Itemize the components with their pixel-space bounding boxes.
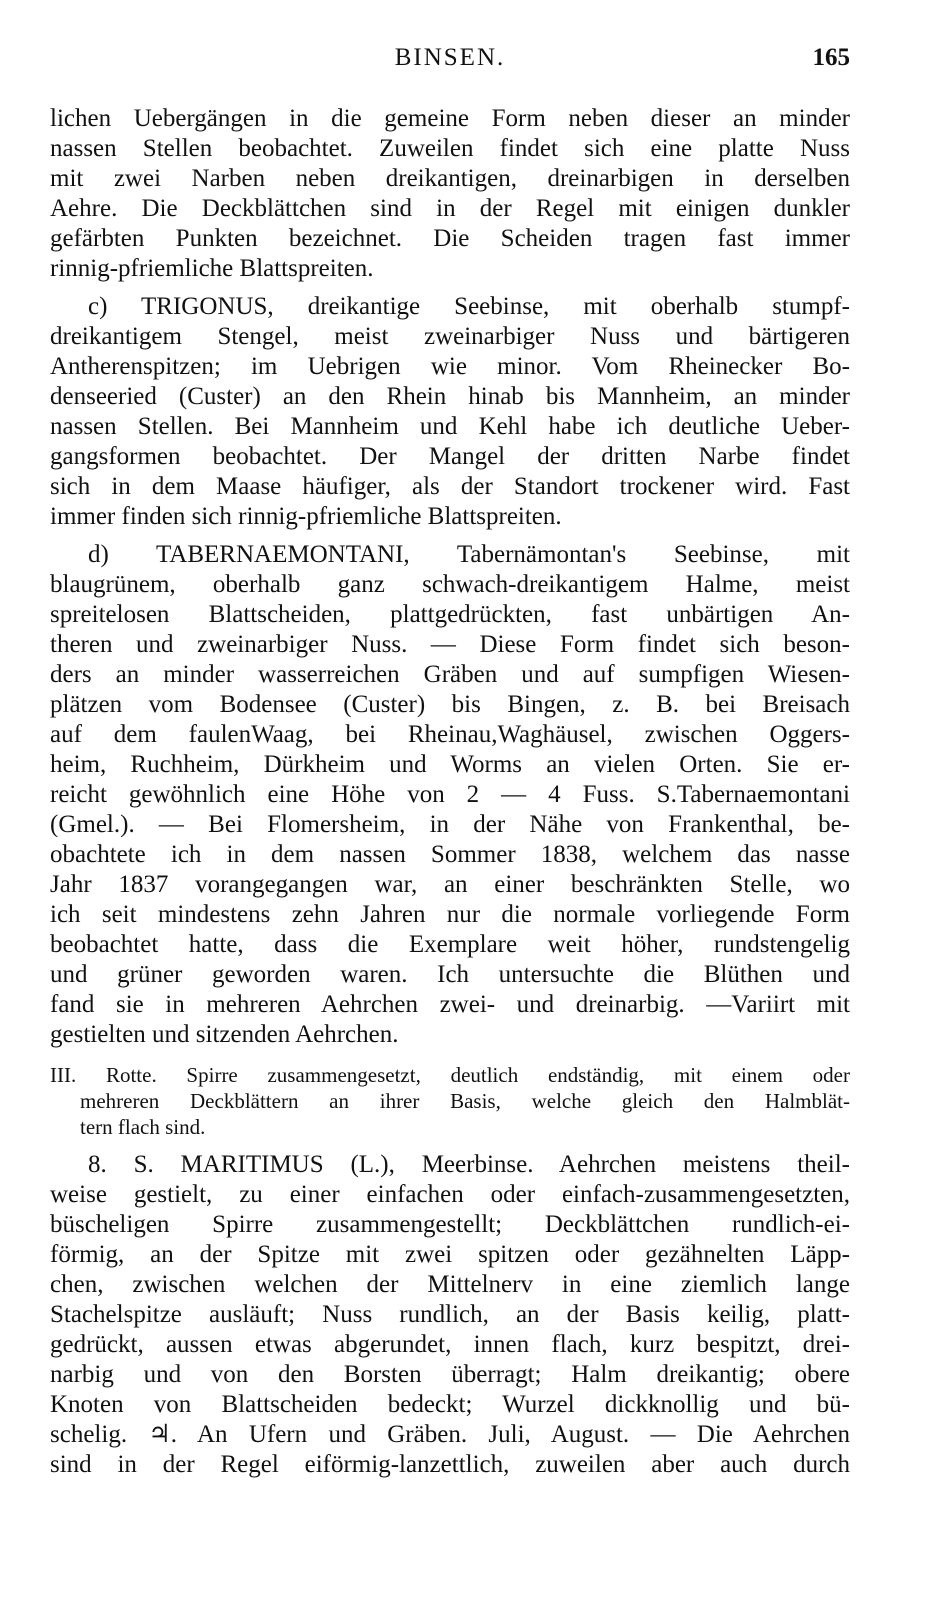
text-line: rinnig-pfriemliche Blattspreiten. <box>50 255 374 282</box>
text-line: und grüner geworden waren. Ich untersuchte die Blüthen und <box>50 961 850 988</box>
text-line: heim, Ruchheim, Dürkheim und Worms an vielen Orten. Sie er- <box>50 751 850 778</box>
text-line: beobachtet hatte, dass die Exemplare weit höher, rundstengelig <box>50 931 850 958</box>
text-line: büscheligen Spirre zusammengestellt; Deckblättchen rundlich-ei- <box>50 1211 850 1238</box>
text-line: weise gestielt, zu einer einfachen oder einfach-zusammengesetzten, <box>50 1181 850 1208</box>
text-line: obachtete ich in dem nassen Sommer 1838, welchem das nasse <box>50 841 850 868</box>
text-line: theren und zweinarbiger Nuss. — Diese Form findet sich beson- <box>50 631 850 658</box>
text-line: Antherenspitzen; im Uebrigen wie minor. Vom Rheinecker Bo- <box>50 353 850 380</box>
text-line: 8. S. MARITIMUS (L.), Meerbinse. Aehrchen meistens theil- <box>88 1151 850 1178</box>
text-line: lichen Uebergängen in die gemeine Form neben dieser an minder <box>50 105 850 132</box>
text-line: Aehre. Die Deckblättchen sind in der Regel mit einigen dunkler <box>50 195 850 222</box>
text-line: gestielten und sitzenden Aehrchen. <box>50 1021 399 1048</box>
text-line: Jahr 1837 vorangegangen war, an einer beschränkten Stelle, wo <box>50 871 850 898</box>
text-line: d) TABERNAEMONTANI, Tabernämontan's Seebinse, mit <box>88 541 850 568</box>
text-line: immer finden sich rinnig-pfriemliche Blattspreiten. <box>50 503 562 530</box>
running-title: BINSEN. <box>394 44 506 71</box>
text-line: förmig, an der Spitze mit zwei spitzen oder gezähnelten Läpp- <box>50 1241 850 1268</box>
text-line: fand sie in mehreren Aehrchen zwei- und dreinarbig. —Variirt mit <box>50 991 850 1018</box>
section-heading-line: mehreren Deckblättern an ihrer Basis, welche gleich den Halmblät- <box>80 1089 850 1113</box>
text-line: nassen Stellen. Bei Mannheim und Kehl habe ich deutliche Ueber- <box>50 413 850 440</box>
text-line: denseeried (Custer) an den Rhein hinab bis Mannheim, an minder <box>50 383 850 410</box>
text-line: auf dem faulenWaag, bei Rheinau,Waghäusel, zwischen Oggers- <box>50 721 850 748</box>
text-line: ich seit mindestens zehn Jahren nur die normale vorliegende Form <box>50 901 850 928</box>
text-line: spreitelosen Blattscheiden, plattgedrückten, fast unbärtigen An- <box>50 601 850 628</box>
section-heading-line: III. Rotte. Spirre zusammengesetzt, deutlich endständig, mit einem oder <box>50 1063 850 1087</box>
text-line: reicht gewöhnlich eine Höhe von 2 — 4 Fuss. S.Tabernaemontani <box>50 781 850 808</box>
text-line: chen, zwischen welchen der Mittelnerv in eine ziemlich lange <box>50 1271 850 1298</box>
text-line: gangsformen beobachtet. Der Mangel der dritten Narbe findet <box>50 443 850 470</box>
text-line: Stachelspitze ausläuft; Nuss rundlich, an der Basis keilig, platt- <box>50 1301 850 1328</box>
page-number: 165 <box>812 44 850 71</box>
text-line: dreikantigem Stengel, meist zweinarbiger Nuss und bärtigeren <box>50 323 850 350</box>
running-header <box>50 44 850 80</box>
text-line: sind in der Regel eiförmig-lanzettlich, zuweilen aber auch durch <box>50 1451 850 1478</box>
text-line: blaugrünem, oberhalb ganz schwach-dreikantigem Halme, meist <box>50 571 850 598</box>
text-line: gedrückt, aussen etwas abgerundet, innen flach, kurz bespitzt, drei- <box>50 1331 850 1358</box>
text-line: Knoten von Blattscheiden bedeckt; Wurzel dickknollig und bü- <box>50 1391 850 1418</box>
text-line: schelig. ♃. An Ufern und Gräben. Juli, August. — Die Aehrchen <box>50 1421 850 1448</box>
text-line: plätzen vom Bodensee (Custer) bis Bingen, z. B. bei Breisach <box>50 691 850 718</box>
text-line: mit zwei Narben neben dreikantigen, dreinarbigen in derselben <box>50 165 850 192</box>
text-line: (Gmel.). — Bei Flomersheim, in der Nähe von Frankenthal, be- <box>50 811 850 838</box>
text-line: nassen Stellen beobachtet. Zuweilen findet sich eine platte Nuss <box>50 135 850 162</box>
text-line: sich in dem Maase häufiger, als der Standort trockener wird. Fast <box>50 473 850 500</box>
text-line: ders an minder wasserreichen Gräben und auf sumpfigen Wiesen- <box>50 661 850 688</box>
section-heading-line: tern flach sind. <box>80 1115 206 1139</box>
text-line: gefärbten Punkten bezeichnet. Die Scheiden tragen fast immer <box>50 225 850 252</box>
text-line: c) TRIGONUS, dreikantige Seebinse, mit oberhalb stumpf- <box>88 293 850 320</box>
text-line: narbig und von den Borsten überragt; Halm dreikantig; obere <box>50 1361 850 1388</box>
